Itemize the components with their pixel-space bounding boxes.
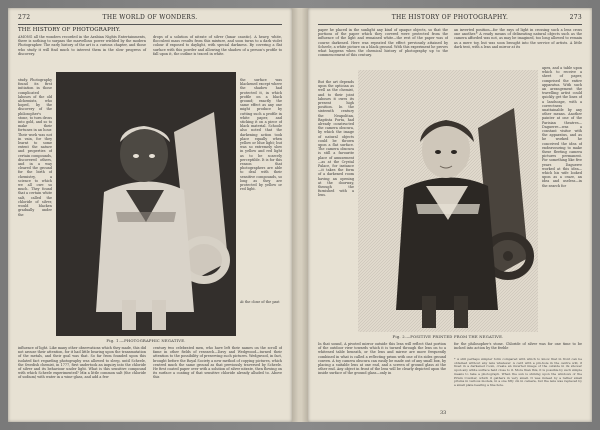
left-page-number: 272 (18, 14, 31, 21)
left-header-rule (18, 24, 282, 25)
left-col2-after: At the close of the past (240, 300, 280, 304)
right-footnote: * A still perhaps simpler form compared with which to know that in front can be obtained without any lens whatever. A card with a pin-hole in the centre will, if fixed in a darkened room, create an inverted image of the outside in its shower upon any white surface held close to it. More than this, it is possible by such simple means to take a photograph. When the sun is shining upon the windows of the Prism Counter, which it gathers in very small. It was indeed by a rather small prisms in various models, in a one fifty cm in camera, but the lens was replaced by a small plate bearing a fine hole. (454, 358, 582, 387)
left-col1-bottom: influence of light. Like many other observations which they made, this did not arouse their attention, for it had little bearing upon the transmutation of the metals, and their goal was that. So far from founded upon this isolated fact regarding photography was allowed to sleep, until Scheele, the Swedish chemist, in 1777, first undertook an inquiry into the chloride of silver and its behaviour under light. What is this sensitive compound with which Scheele experimented? Mix a little common salt (the chloride of sodium) with water in a wine-glass, and add a few (18, 346, 146, 380)
left-running-header (18, 14, 282, 24)
book-gutter (292, 8, 308, 422)
left-col2-top: drops of a solution of nitrate of silver (lunar caustic). A heavy, white, flocculent mass results from this mixture, and soon turns to a dark violet colour if exposed to daylight, with special darkness. By covering a flat surface with this powder and allowing the shadow of a person's profile to fall upon it, the outline is traced in white. (153, 35, 282, 56)
right-col1-narrow: But the art depends upon the optician as well as the chemist, and to their joint labours it owes its present high position. In the sixteenth century the Neapolitan, Baptista Porta, had already constructed the camera obscura, by which the image of natural objects could be thrown upon a flat surface. The camera obscura is still a favourite place of amusement—as at the Crystal Palace, for instance—it takes the form of a darkened room having an opening at the doorway, through the furnished with a lens. (318, 80, 354, 198)
negative-illustration (56, 72, 236, 336)
left-col1-narrow: study. Photography found its first initiation in those complicated labours of the old alchemists, who hoped, by the discovery of the philosopher's stone, to turn dross into gold, and so to make their fortunes in an hour. Their work was not in vain, for they learnt to some extent the nature and properties of certain compounds, discovered others, and in a way cleared the ground for the birth of chemistry, a science to which we all owe so much. They found that a certain white salt, called the chloride of silver, would blacken gradually under the (18, 78, 52, 217)
left-page (8, 8, 292, 422)
right-running-head: THE HISTORY OF PHOTOGRAPHY. (391, 14, 509, 21)
right-col1-top: paper he placed in the sunlight any kind of opaque objects, so that the portions of the paper which they covered were protected from the influence of the light and remained white—the rest of the paper was of course darkened. Here was repeated the effect previously attained by Scheele, a white picture on a black ground. With this experiment he proves what happens when the chemical history of photography up to the commencement of this century. (318, 28, 448, 58)
right-running-header (318, 14, 582, 24)
right-col2-bottom: for the philosopher's stone. Chloride of silver was for one time to be inched into action by the feeble (454, 342, 582, 351)
left-col2-bottom: century two celebrated men, who have left their names on the scroll of fame in other fields of research—Davy and Wedgwood—turned their attention to the possibility of preserving such pictures. Wedgwood, in fact, brought before the Royal Society a new method of copying pictures, which centred much the same ground as that previously traversed by Scheele. He first coated paper over with a solution of silver nitrate, then flowing on its surface a coating of that sensitive chloride already alluded to. Above this (153, 346, 282, 380)
left-col1-top: AMONG all the wonders recorded in the Arabian Nights Entertainments, there is nothing to surpass the marvellous power wielded by the modern Photographer. The early history of the art is a curious chapter, and those who study it will find much to interest them in the slow progress of discovery. (18, 35, 146, 56)
right-col2-top: an inverted position—for the rays of light in crossing such a lens cross one another.* A ready means of delineating natural objects such as the camera afforded was not, as may be imagined, too long allowed to remain as a mere toy, but was soon brought into the service of artists. A little dark tent, with a lens and mirror at its (454, 28, 582, 49)
positive-illustration (358, 70, 538, 332)
right-col2-narrow: apex, and a table upon which to receive a sheet of paper, comprised the entire apparatus. With such an arrangement the travelling artist could quickly get the lines of a landscape, with a correctness unattainable by any other means. Another painter at one of the Parisian theatres—Daguerre—was a constant visitor with the apparatus, and as he worked he conceived the idea of endeavouring to make these fleeting camera pictures permanent. For something like five years Daguerre worked at this idea—which his wife looked upon as a craze, an idea and useless—in the search for (542, 66, 582, 188)
right-header-rule (318, 24, 582, 25)
left-running-head: THE WORLD OF WONDERS. (102, 14, 198, 21)
right-col1-bottom: In that sound, A pivoted mirror outside this lens will reflect that portion of the outdoor view towards which it is turned through the lens on to a whitened table beneath, or the lens and mirror are more frequently combined in what is called a reflecting prism with one of its sides ground convex. A toy camera obscura can easily be made out of any small box, by placing a suitable lens at one end, and a screen of ground glass at the other end. Any object in front of the lens will be clearly depicted upon the inside surface of the ground glass—only in (318, 342, 446, 376)
right-page-number: 273 (569, 14, 582, 21)
right-page (308, 8, 592, 422)
left-col2-narrow: the surface was blackened except where the shadow had protected it, in which profile on a black ground; exactly the same effect as any one might produce by cutting such a profile in white paper, and sticking it on a piece of black material. Schoole also noted that the darkening action took place equally when yellow or blue light; but was so extremely slow in yellow and red light as to be scarcely perceptible. It is for this reason that photographers are able to deal with their sensitive compounds, so long as they are protected by yellow or red light. (240, 78, 282, 192)
left-section-title: THE HISTORY OF PHOTOGRAPHY. (18, 27, 121, 33)
fig1-caption: Fig. 1.—PHOTOGRAPHIC NEGATIVE. (106, 338, 186, 343)
fig2-caption: Fig. 2.—POSITIVE PRINTED FROM THE NEGATIVE. (392, 334, 504, 339)
signature-mark: 33 (440, 410, 447, 416)
